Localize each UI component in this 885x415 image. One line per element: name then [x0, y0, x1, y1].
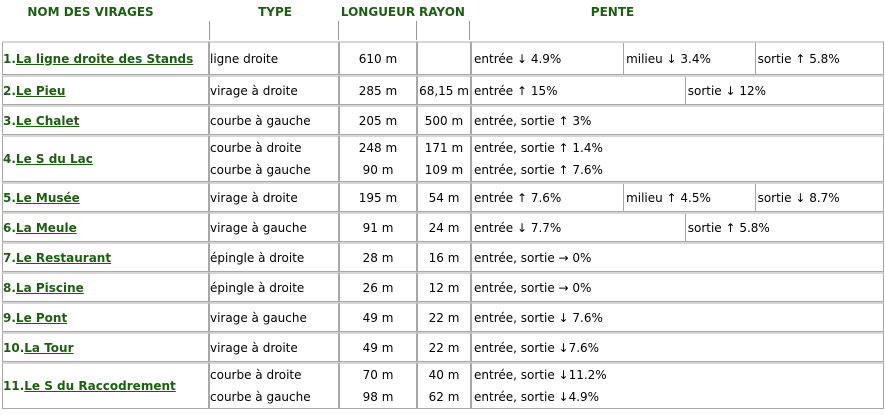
table-row — [2, 362, 884, 409]
table-row — [2, 75, 884, 105]
table-row — [2, 135, 884, 182]
virage-rayon-cell — [417, 302, 471, 332]
virage-longueur: 70 m — [362, 368, 394, 382]
virage-longueur-cell — [339, 242, 417, 272]
virage-type-cell — [209, 272, 339, 302]
virage-type-cell — [209, 41, 339, 75]
pente-segment: entrée ↑ 15% — [472, 77, 686, 104]
header-pente: PENTE — [590, 5, 635, 19]
pente-line: entrée, sortie ↓11.2% — [474, 368, 607, 382]
pente-segment: entrée, sortie ↑ 3% — [474, 113, 592, 128]
virage-longueur-cell — [339, 332, 417, 362]
virage-number: 4. — [3, 152, 16, 166]
virage-link[interactable]: Le Restaurant — [15, 250, 112, 265]
virage-link[interactable]: Le S du Lac — [15, 152, 93, 166]
pente-segment: entrée ↓ 4.9% — [472, 43, 624, 74]
virage-rayon-cell — [417, 362, 471, 409]
table-row — [2, 272, 884, 302]
header-type: TYPE — [258, 5, 292, 19]
virage-name-cell — [2, 272, 209, 302]
header-divider — [416, 21, 417, 40]
virage-rayon-cell — [417, 105, 471, 135]
table-row — [2, 182, 884, 212]
virage-name-cell — [2, 332, 209, 362]
virage-longueur: 248 m — [358, 141, 398, 155]
virage-name-cell — [2, 135, 209, 182]
header-longueur: LONGUEUR — [340, 5, 416, 19]
virage-type: épingle à droite — [210, 280, 305, 295]
pente-cell — [471, 362, 884, 409]
pente-cell — [471, 75, 884, 105]
pente-segment: entrée, sortie → 0% — [474, 280, 592, 295]
virage-type-cell — [209, 182, 339, 212]
virage-number: 10. — [3, 340, 25, 355]
virage-rayon-cell — [417, 182, 471, 212]
virage-name-cell — [2, 75, 209, 105]
virage-link[interactable]: La Tour — [24, 340, 74, 355]
pente-cell — [471, 105, 884, 135]
virage-name-cell — [2, 302, 209, 332]
virage-longueur-cell — [339, 75, 417, 105]
virage-type-cell — [209, 75, 339, 105]
virage-number: 7. — [3, 250, 16, 265]
virage-rayon: 40 m — [428, 368, 460, 382]
table-row — [2, 41, 884, 75]
virage-longueur-cell — [339, 105, 417, 135]
header-nom: NOM DES VIRAGES — [27, 5, 154, 19]
virage-type: virage à droite — [210, 83, 298, 98]
table-row — [2, 212, 884, 242]
virage-number: 9. — [3, 310, 16, 325]
virage-type: virage à droite — [210, 190, 298, 205]
header-divider — [209, 21, 210, 40]
virage-type: courbe à gauche — [210, 390, 311, 404]
pente-segment: entrée, sortie ↓ 7.6% — [474, 310, 603, 325]
virage-type-cell — [209, 105, 339, 135]
virage-longueur-cell — [339, 212, 417, 242]
virage-name-cell — [2, 41, 209, 75]
virage-rayon: 62 m — [428, 390, 460, 404]
header-rayon: RAYON — [419, 5, 465, 19]
virage-link[interactable]: Le Musée — [15, 190, 80, 205]
virage-longueur-cell — [339, 272, 417, 302]
header-divider — [469, 21, 470, 40]
virage-link[interactable]: La ligne droite des Stands — [15, 51, 194, 66]
pente-cell — [471, 272, 884, 302]
virage-type-cell — [209, 212, 339, 242]
virage-rayon-cell — [417, 135, 471, 182]
virage-longueur: 49 m — [362, 310, 394, 325]
pente-segment: sortie ↓ 8.7% — [757, 190, 840, 205]
virage-longueur: 98 m — [362, 390, 394, 404]
pente-cell — [471, 302, 884, 332]
pente-line: entrée, sortie ↑ 7.6% — [474, 163, 603, 177]
virage-link[interactable]: Le Chalet — [15, 113, 80, 128]
virage-longueur: 26 m — [362, 280, 394, 295]
virage-longueur: 49 m — [362, 340, 394, 355]
virage-number: 11. — [3, 379, 25, 393]
virage-type-cell — [209, 332, 339, 362]
virage-type: courbe à gauche — [210, 113, 311, 128]
virage-type-cell — [209, 135, 339, 182]
table-row — [2, 302, 884, 332]
virage-rayon: 68,15 m — [419, 83, 469, 98]
pente-cell — [471, 41, 884, 75]
virage-rayon-cell — [417, 75, 471, 105]
header-divider — [338, 21, 339, 40]
virage-rayon-cell — [417, 41, 471, 75]
virage-type: courbe à droite — [210, 141, 302, 155]
virage-number: 3. — [3, 113, 16, 128]
virage-type: ligne droite — [210, 51, 279, 66]
virage-number: 5. — [3, 190, 16, 205]
pente-line: entrée, sortie ↑ 1.4% — [474, 141, 603, 155]
virages-table — [2, 41, 884, 409]
virage-rayon-cell — [417, 242, 471, 272]
virage-longueur: 195 m — [358, 190, 398, 205]
virage-name-cell — [2, 242, 209, 272]
virage-number: 2. — [3, 83, 16, 98]
virage-longueur-cell — [339, 135, 417, 182]
virage-rayon: 171 m — [424, 141, 464, 155]
virage-type: épingle à droite — [210, 250, 305, 265]
virage-link[interactable]: La Meule — [15, 220, 77, 235]
table-row — [2, 332, 884, 362]
virage-longueur-cell — [339, 302, 417, 332]
virage-number: 8. — [3, 280, 16, 295]
virage-name-cell — [2, 212, 209, 242]
virage-longueur: 205 m — [358, 113, 398, 128]
pente-cell — [471, 182, 884, 212]
virage-longueur-cell — [339, 41, 417, 75]
pente-cell — [471, 212, 884, 242]
virage-type: virage à gauche — [210, 220, 307, 235]
pente-cell — [471, 242, 884, 272]
pente-segment: entrée ↑ 7.6% — [472, 184, 624, 211]
virage-name-cell — [2, 105, 209, 135]
pente-segment: sortie ↑ 5.8% — [687, 220, 770, 235]
virage-rayon: 109 m — [424, 163, 464, 177]
pente-cell — [471, 332, 884, 362]
virage-longueur: 91 m — [362, 220, 394, 235]
virage-longueur: 285 m — [358, 83, 398, 98]
pente-segment: sortie ↑ 5.8% — [757, 51, 840, 66]
pente-segment: entrée, sortie → 0% — [474, 250, 592, 265]
virage-longueur-cell — [339, 362, 417, 409]
virage-type-cell — [209, 362, 339, 409]
virage-rayon-cell — [417, 272, 471, 302]
virage-rayon-cell — [417, 212, 471, 242]
virage-type: virage à droite — [210, 340, 298, 355]
pente-segment: sortie ↓ 12% — [687, 83, 767, 98]
virage-type: courbe à gauche — [210, 163, 311, 177]
virage-rayon-cell — [417, 332, 471, 362]
table-row — [2, 242, 884, 272]
virage-type: virage à gauche — [210, 310, 307, 325]
virage-rayon: 54 m — [428, 190, 460, 205]
virage-link[interactable]: Le S du Raccodrement — [24, 379, 176, 393]
virage-longueur: 90 m — [362, 163, 394, 177]
pente-segment: entrée ↓ 7.7% — [472, 214, 686, 241]
pente-segment: milieu ↓ 3.4% — [624, 43, 756, 74]
virage-number: 1. — [3, 51, 16, 66]
virage-longueur: 28 m — [362, 250, 394, 265]
virage-type-cell — [209, 302, 339, 332]
pente-segment: milieu ↑ 4.5% — [624, 184, 756, 211]
virage-rayon: 22 m — [428, 340, 460, 355]
virage-name-cell — [2, 362, 209, 409]
virage-link[interactable]: La Piscine — [15, 280, 84, 295]
virage-rayon: 500 m — [424, 113, 464, 128]
virage-link[interactable]: Le Pieu — [15, 83, 66, 98]
virage-rayon: 24 m — [428, 220, 460, 235]
pente-line: entrée, sortie ↓4.9% — [474, 390, 600, 404]
table-row — [2, 105, 884, 135]
virage-number: 6. — [3, 220, 16, 235]
pente-segment: entrée, sortie ↓7.6% — [474, 340, 600, 355]
virage-longueur: 610 m — [358, 51, 398, 66]
virage-name-cell — [2, 182, 209, 212]
virage-type: courbe à droite — [210, 368, 302, 382]
virage-rayon: 12 m — [428, 280, 460, 295]
virage-type-cell — [209, 242, 339, 272]
virage-rayon: 22 m — [428, 310, 460, 325]
virage-longueur-cell — [339, 182, 417, 212]
pente-cell — [471, 135, 884, 182]
virage-rayon: 16 m — [428, 250, 460, 265]
virage-link[interactable]: Le Pont — [15, 310, 68, 325]
